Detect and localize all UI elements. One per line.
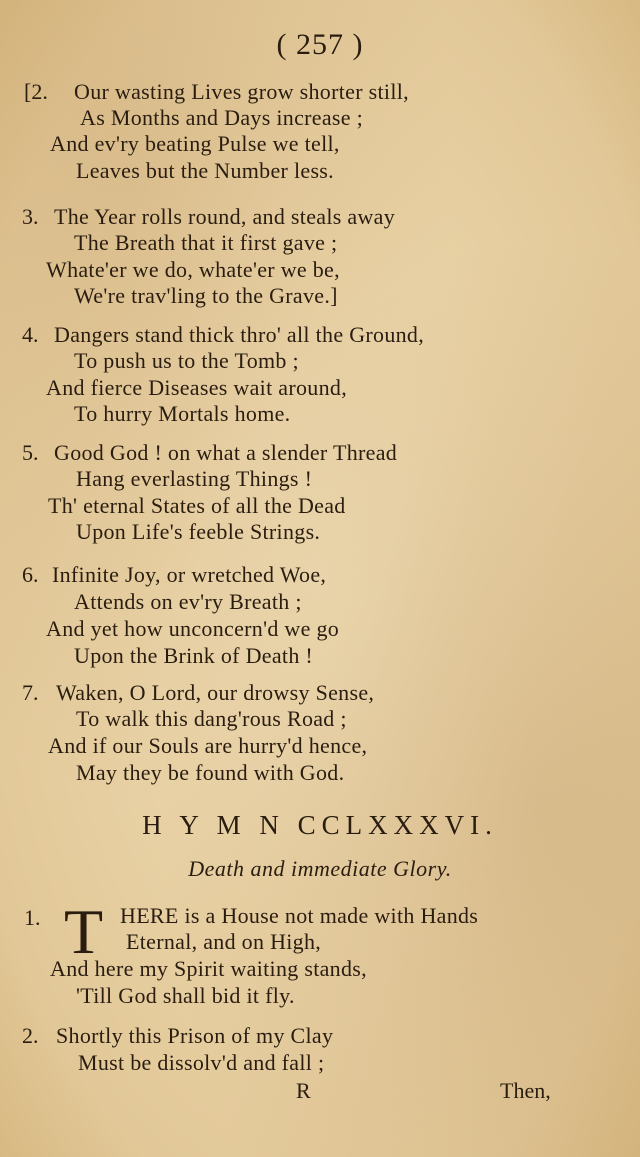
verse-line: Good God ! on what a slender Thread [54,440,398,465]
verse-line: And here my Spirit waiting stands, [50,956,367,981]
verse-line: Whate'er we do, whate'er we be, [46,257,340,282]
hymn-subtitle: Death and immediate Glory. [188,856,452,881]
stanza-number: 5. [22,440,39,465]
signature-mark: R [296,1078,311,1103]
verse-line: To walk this dang'rous Road ; [76,706,347,731]
verse-line: Upon the Brink of Death ! [74,643,314,668]
verse-line: To push us to the Tomb ; [74,348,299,373]
verse-line: Th' eternal States of all the Dead [48,493,346,518]
verse-line: And if our Souls are hurry'd hence, [48,733,368,758]
hymn-title: H Y M N CCLXXXVI. [142,810,498,840]
verse-line: To hurry Mortals home. [74,401,291,426]
verse-line: Must be dissolv'd and fall ; [78,1050,325,1075]
catchword: Then, [500,1078,551,1103]
stanza-number: 1. [24,905,41,930]
verse-line: Eternal, and on High, [126,929,322,954]
verse-line: HERE is a House not made with Hands [120,903,479,928]
verse-line: May they be found with God. [76,760,345,785]
verse-line: Upon Life's feeble Strings. [76,519,321,544]
verse-line: The Breath that it first gave ; [74,230,338,255]
verse-line: And ev'ry beating Pulse we tell, [50,131,340,156]
stanza-number: 2. [22,1023,39,1048]
verse-line: Shortly this Prison of my Clay [56,1023,334,1048]
verse-line: Leaves but the Number less. [76,158,334,183]
verse-line: Waken, O Lord, our drowsy Sense, [56,680,375,705]
verse-line: 'Till God shall bid it fly. [76,983,295,1008]
verse-line: And yet how unconcern'd we go [46,616,340,641]
verse-line: As Months and Days increase ; [80,105,364,130]
stanza-number: 4. [22,322,39,347]
stanza-number: [2. [24,79,48,104]
drop-cap: T [64,896,104,967]
page-number: ( 257 ) [276,28,364,61]
verse-line: Dangers stand thick thro' all the Ground, [54,322,425,347]
verse-line: Infinite Joy, or wretched Woe, [52,562,327,587]
verse-line: The Year rolls round, and steals away [54,204,396,229]
verse-line: Our wasting Lives grow shorter still, [74,79,409,104]
stanza-number: 3. [22,204,39,229]
verse-line: We're trav'ling to the Grave.] [74,283,338,308]
verse-line: Hang everlasting Things ! [76,466,313,491]
verse-line: And fierce Diseases wait around, [46,375,347,400]
verse-line: Attends on ev'ry Breath ; [74,589,302,614]
stanza-number: 7. [22,680,39,705]
stanza-number: 6. [22,562,39,587]
